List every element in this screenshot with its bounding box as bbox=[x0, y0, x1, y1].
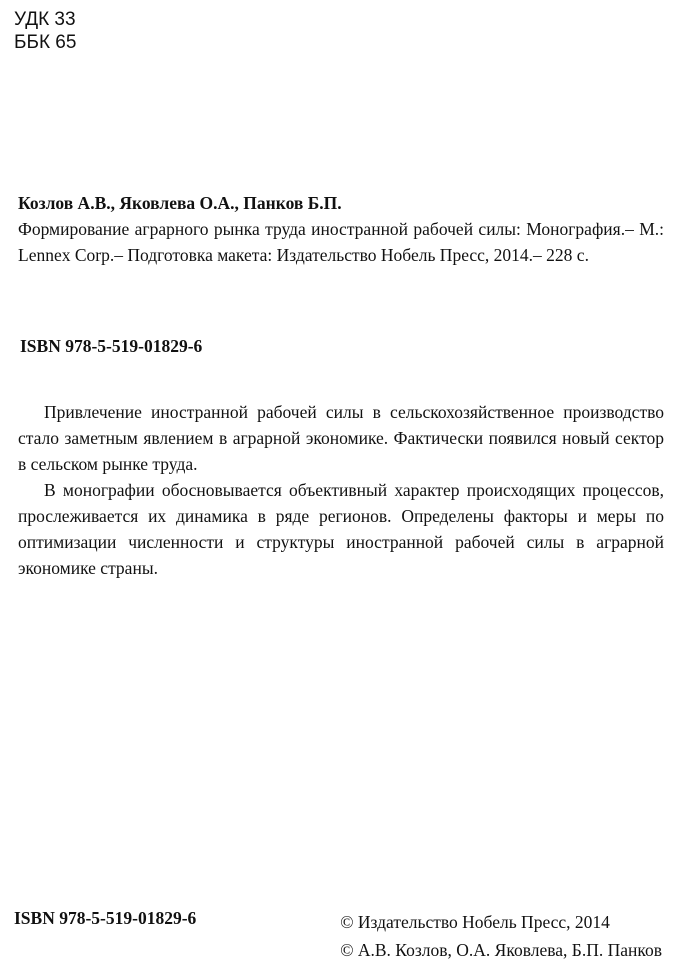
bbk-code: ББК 65 bbox=[14, 32, 77, 53]
isbn: ISBN 978-5-519-01829-6 bbox=[20, 336, 203, 356]
copyright-authors: © А.В. Козлов, О.А. Яковлева, Б.П. Панков bbox=[340, 940, 662, 960]
bibliographic-record bbox=[18, 190, 664, 268]
abstract-paragraph: В монографии обосновывается объективный характер происходящих процессов, прослеживается их динамика в ряде регионов. Определены факторы и меры по оптимизации численности и структуры иностранной рабочей силы в аграрной экономике страны. bbox=[18, 480, 664, 578]
classification-block bbox=[14, 8, 76, 54]
copyright-publisher: © Издательство Нобель Пресс, 2014 bbox=[340, 912, 610, 932]
abstract bbox=[18, 399, 664, 581]
udk-code: УДК 33 bbox=[14, 9, 76, 30]
footer-isbn: ISBN 978-5-519-01829-6 bbox=[14, 908, 197, 928]
bibliographic-description: Формирование аграрного рынка труда иностранной рабочей силы: Монография.– М.: Lennex Corp.– Подготовка макета: Издательство Нобель Пресс, 2014.– 228 с. bbox=[18, 219, 664, 265]
authors: Козлов А.В., Яковлева О.А., Панков Б.П. bbox=[18, 193, 342, 213]
copyright-block bbox=[340, 908, 662, 964]
abstract-paragraph: Привлечение иностранной рабочей силы в сельскохозяйственное производство стало заметным явлением в аграрной экономике. Фактически появился новый сектор в сельском рынке труда. bbox=[18, 402, 664, 474]
